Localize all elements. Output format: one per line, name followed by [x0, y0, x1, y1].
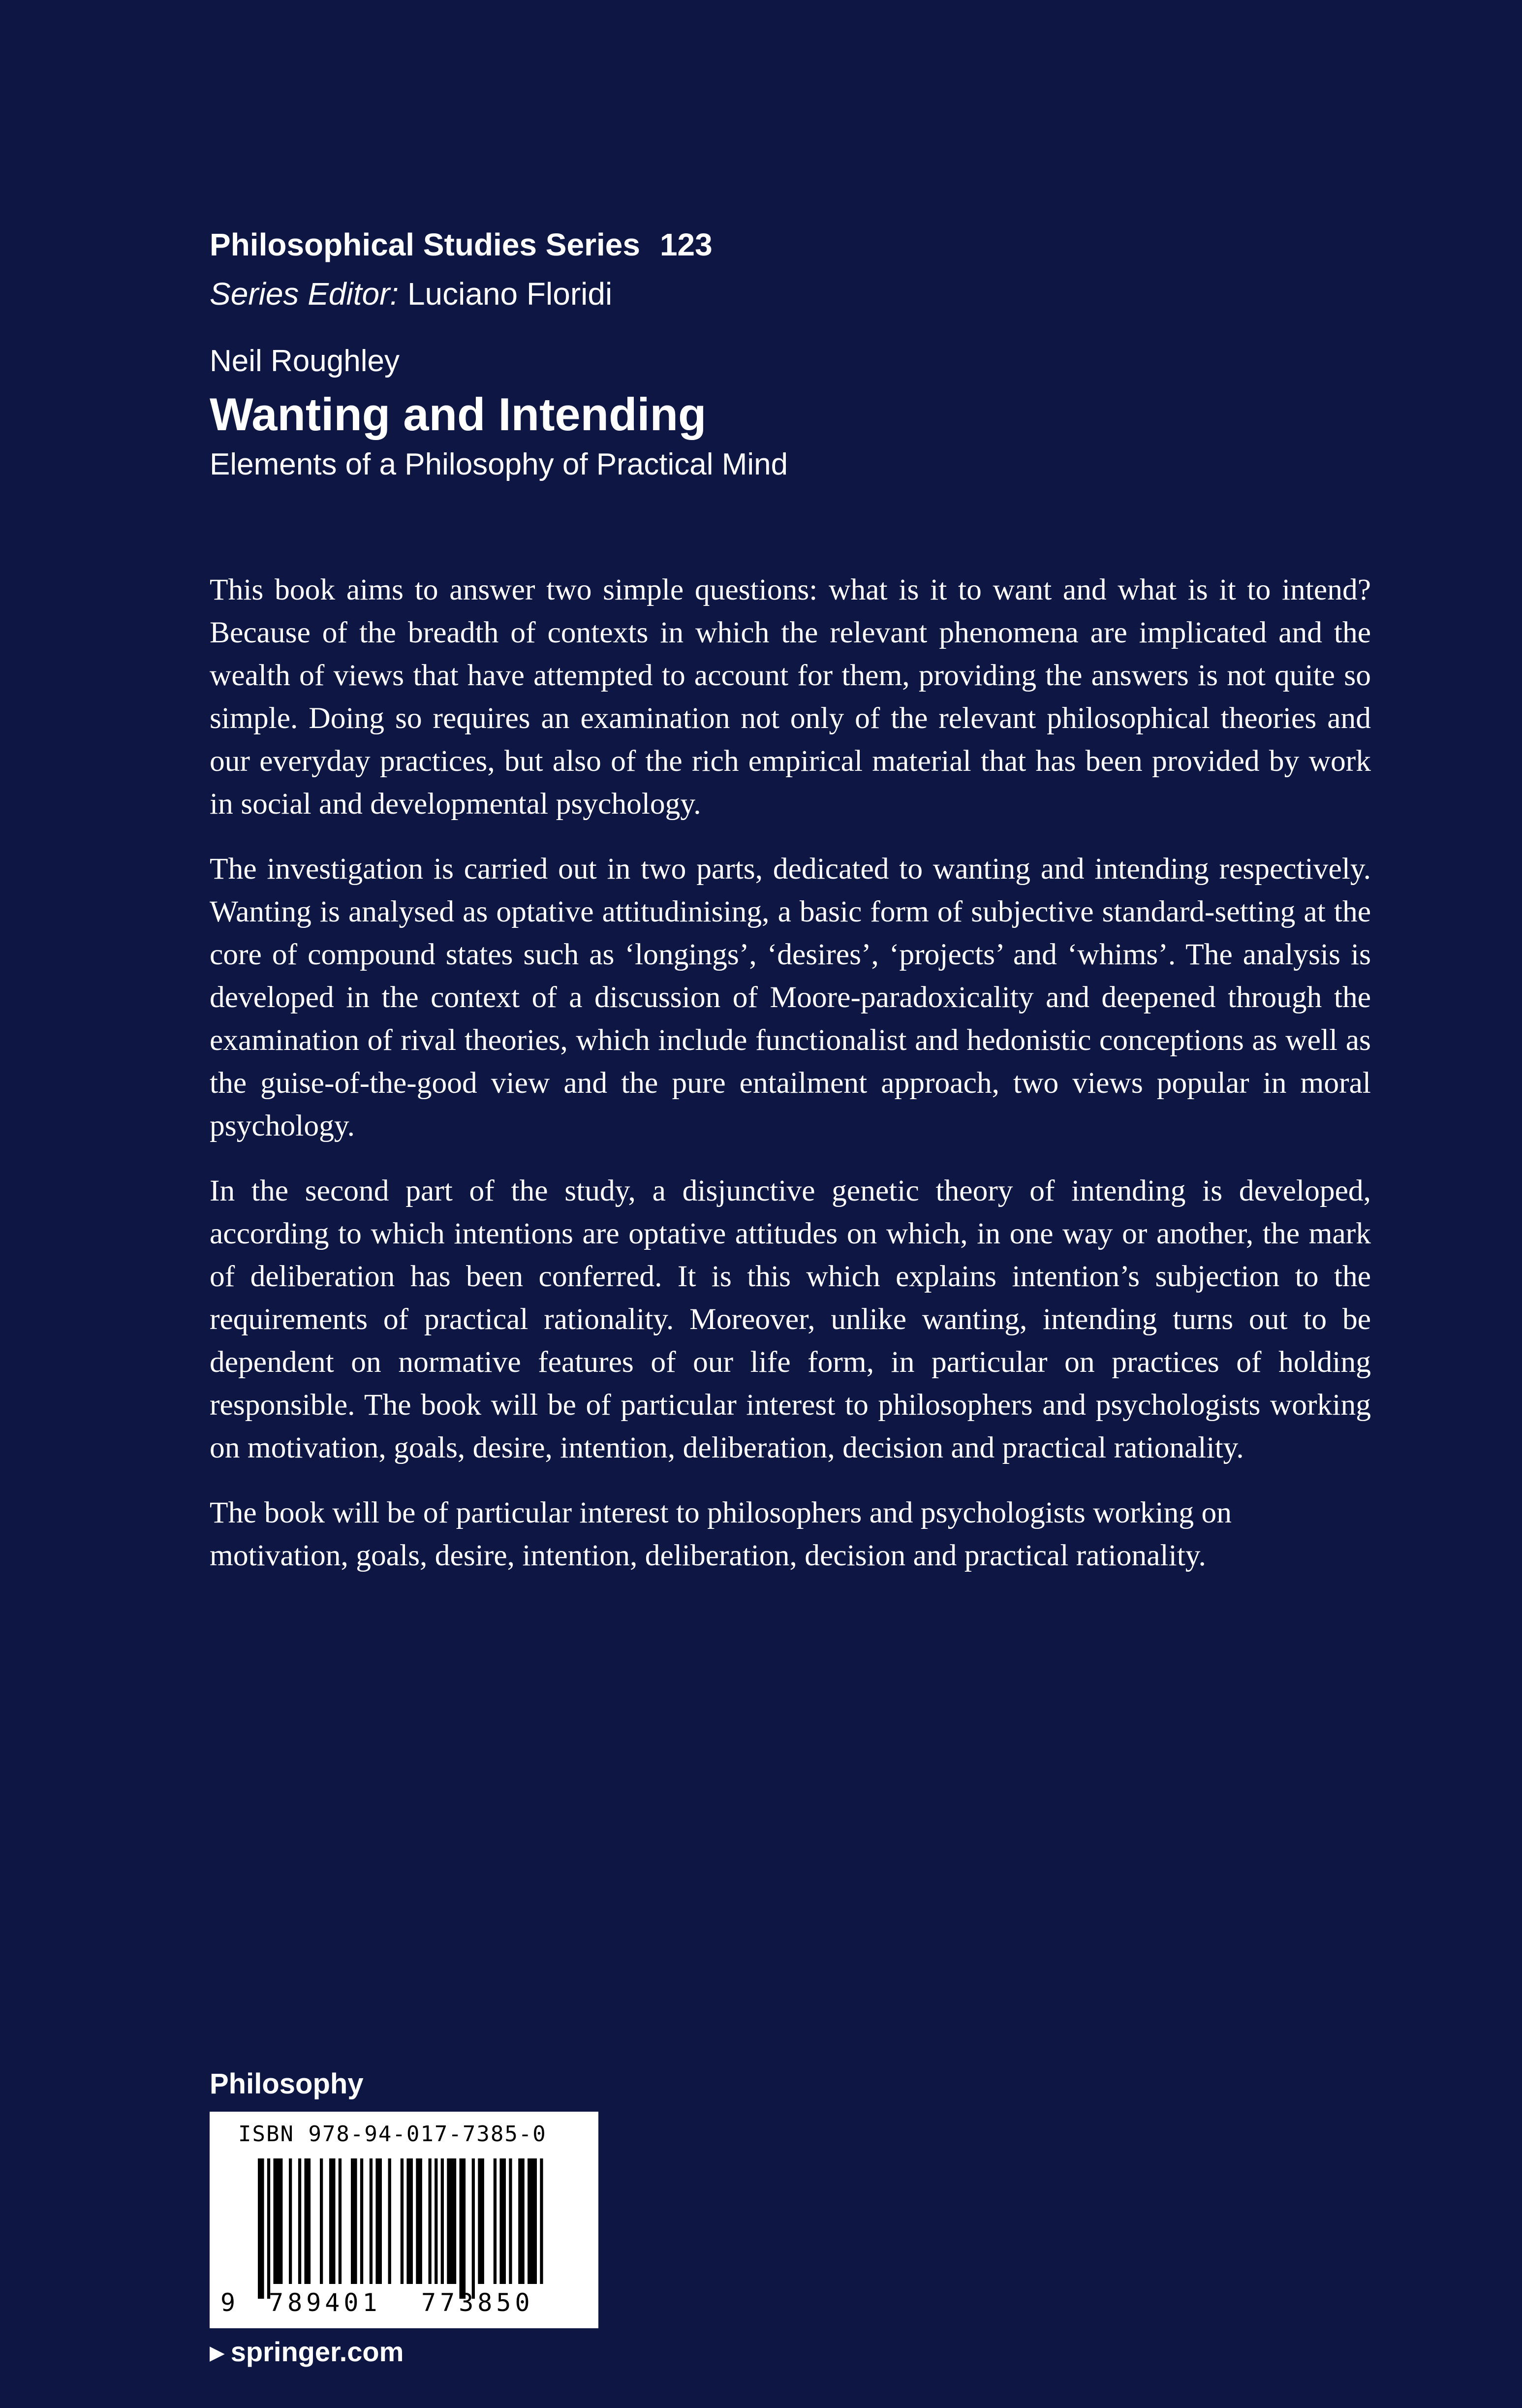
- barcode-bar: [447, 2158, 456, 2284]
- barcode-graphic: [210, 2112, 598, 2328]
- barcode-bar: [298, 2158, 301, 2284]
- barcode-bar: [499, 2158, 506, 2284]
- barcode-bar: [429, 2158, 432, 2284]
- barcode-bar: [435, 2158, 437, 2284]
- barcode-bar: [441, 2158, 444, 2284]
- book-title: Wanting and Intending: [210, 388, 707, 440]
- series-number: 123: [659, 227, 713, 262]
- blurb-paragraph-4: The book will be of particular interest to philosophers and psychologists working on motivation, goals, desire, intention, deliberation, decision and practical rationality.: [210, 1496, 1232, 1572]
- series-editor-name: Luciano Floridi: [407, 276, 613, 312]
- barcode-bar: [540, 2158, 543, 2284]
- barcode-bar: [478, 2158, 484, 2284]
- book-author: Neil Roughley: [210, 344, 400, 378]
- barcode-bar: [401, 2158, 404, 2284]
- blurb-paragraph-2: The investigation is carried out in two parts, dedicated to wanting and intending respectively. Wanting is analysed as optative attitudinising, a basic form of subjective standard-setting at the core of compound states such as ‘longings’, ‘desires’, ‘projects’ and ‘whims’. The analysis is developed in the context of a discussion of Moore-paradoxicality and deepened through the examination of rival theories, which include functionalist and hedonistic conceptions as well as the guise-of-the-good view and the pure entailment approach, two views popular in moral psychology.: [210, 852, 1371, 1142]
- isbn-label: ISBN 978-94-017-7385-0: [238, 2122, 547, 2147]
- barcode-bar: [518, 2158, 525, 2284]
- barcode-bar: [375, 2158, 382, 2284]
- barcode-bar: [329, 2158, 336, 2284]
- series-editor-label: Series Editor:: [210, 276, 399, 312]
- barcode-bar: [274, 2158, 283, 2284]
- barcode-digits-left: 789401: [269, 2288, 381, 2317]
- publisher-website[interactable]: [210, 2336, 404, 2368]
- barcode-bar: [258, 2158, 264, 2299]
- blurb: [210, 569, 1371, 1599]
- barcode-bar: [472, 2158, 475, 2299]
- series-editor-line: [210, 277, 612, 311]
- barcode-bar: [528, 2158, 537, 2284]
- series-name: Philosophical Studies Series: [210, 227, 640, 262]
- barcode-bar: [460, 2158, 466, 2299]
- barcode-bar: [267, 2158, 270, 2299]
- barcode-bar: [509, 2158, 512, 2284]
- series-line: [210, 227, 713, 262]
- barcode-bar: [388, 2158, 391, 2284]
- website-label: springer.com: [230, 2336, 404, 2367]
- barcode-bar: [289, 2158, 292, 2284]
- barcode-bar: [351, 2158, 357, 2284]
- blurb-paragraph-1: This book aims to answer two simple questions: what is it to want and what is it to intend? Because of the breadth of contexts in which the relevant phenomena are implicated and the wealth of views that have attempted to account for them, providing the answers is not quite so simple. Doing so requires an examination not only of the relevant philosophical theories and our everyday practices, but also of the rich empirical material that has been provided by work in social and developmental psychology.: [210, 573, 1371, 821]
- barcode-digits-right: 773850: [421, 2288, 534, 2317]
- subject-category: Philosophy: [210, 2068, 364, 2100]
- barcode-bar: [339, 2158, 342, 2284]
- barcode-bar: [360, 2158, 363, 2284]
- barcode-bar: [494, 2158, 497, 2284]
- book-subtitle: Elements of a Philosophy of Practical Mind: [210, 447, 788, 481]
- barcode-bar: [416, 2158, 422, 2284]
- barcode-digit-lead: 9: [220, 2288, 236, 2317]
- arrow-right-icon: ▶: [210, 2342, 225, 2364]
- blurb-paragraph-3: In the second part of the study, a disjunctive genetic theory of intending is developed, according to which intentions are optative attitudes on which, in one way or another, the mark of deliberation has been conferred. It is this which explains intention’s subjection to the requirements of practical rationality. Moreover, unlike wanting, intending turns out to be dependent on normative features of our life form, in particular on practices of holding responsible. The book will be of particular interest to philosophers and psychologists working on motivation, goals, desire, intention, deliberation, decision and practical rationality.: [210, 1174, 1371, 1464]
- barcode-bar: [305, 2158, 311, 2284]
- barcode-bar: [320, 2158, 323, 2284]
- barcode-bar: [370, 2158, 373, 2284]
- barcode-bar: [406, 2158, 413, 2284]
- isbn-barcode: [210, 2112, 598, 2328]
